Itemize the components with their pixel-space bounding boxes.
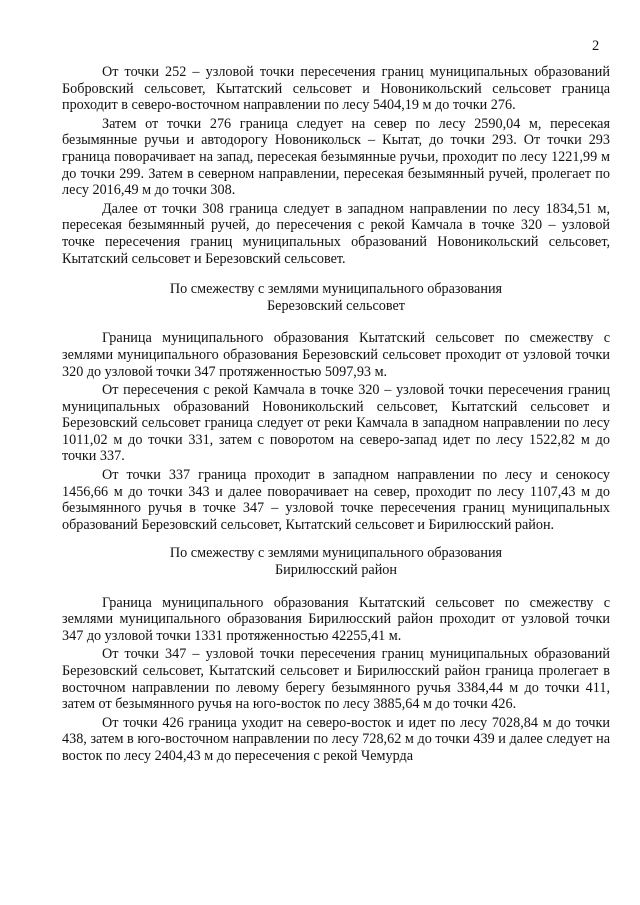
section-heading-line: Березовский сельсовет [267, 297, 405, 314]
paragraph: Граница муниципального образования Кытатский сельсовет по смежеству с землями муниципального образования Бирилюсский район проходит от узловой точки 347 до узловой точки 1331 протяженностью 42255,41 м. [62, 594, 610, 644]
section-heading-line: Бирилюсский район [275, 562, 397, 579]
paragraph: Граница муниципального образования Кытатский сельсовет по смежеству с землями муниципального образования Березовский сельсовет проходит от узловой точки 320 до узловой точки 347 протяженностью 5097,93 м. [62, 330, 610, 380]
paragraph: Далее от точки 308 граница следует в западном направлении по лесу 1834,51 м, пересекая безымянный ручей, до пересечения с рекой Камчала в точке 320 – узловой точке пересечения границ муниципальных образований Новоникольский сельсовет, Кытатский сельсовет и Березовский сельсовет. [62, 200, 610, 267]
paragraph: Затем от точки 276 граница следует на север по лесу 2590,04 м, пересекая безымянные ручьи и автодорогу Новоникольск – Кытат, до точки 293. От точки 293 граница поворачивает на запад, пересекая безымянные ручьи, проходит по лесу 1221,99 м до точки 299. Затем в северном направлении, пересекая безымянный ручей, пролегает по лесу 2016,49 м до точки 308. [62, 115, 610, 199]
section-heading-line: По смежеству с землями муниципального образования [169, 545, 503, 562]
paragraph: От точки 347 – узловой точки пересечения границ муниципальных образований Березовский сельсовет, Кытатский сельсовет и Бирилюсский район граница пролегает в восточном направлении по левому берегу безымянного ручья 3384,44 м до точки 411, затем от безымянного ручья на юго-восток по лесу 3885,64 м до точки 426. [62, 646, 610, 713]
section-heading [62, 545, 610, 578]
document-body [62, 64, 610, 767]
section-heading [62, 281, 610, 314]
paragraph: От пересечения с рекой Камчала в точке 320 – узловой точки пересечения границ муниципальных образований Новоникольский сельсовет, Кытатский сельсовет и Березовский сельсовет граница следует от реки Камчала в западном направлении по лесу 1011,02 м до точки 331, затем с поворотом на северо-запад идет по лесу 1522,82 м до точки 337. [62, 382, 610, 465]
paragraph: От точки 337 граница проходит в западном направлении по лесу и сенокосу 1456,66 м до точки 343 и далее поворачивает на север, проходит по лесу 1107,43 м до безымянного ручья в точке 347 – узловой точке пересечения границ муниципальных образований Березовский сельсовет, Кытатский сельсовет и Бирилюсский район. [62, 467, 610, 533]
paragraph: От точки 426 граница уходит на северо-восток и идет по лесу 7028,84 м до точки 438, затем в юго-восточном направлении по лесу 728,62 м до точки 439 и далее следует на восток по лесу 2404,43 м до пересечения с рекой Чемурда [62, 714, 610, 764]
section-heading-line: По смежеству с землями муниципального образования [169, 281, 503, 298]
page-number: 2 [592, 38, 600, 54]
paragraph: От точки 252 – узловой точки пересечения границ муниципальных образований Бобровский сельсовет, Кытатский сельсовет и Новоникольский сельсовет граница проходит в северо-восточном направлении по лесу 5404,19 м до точки 276. [62, 64, 610, 114]
